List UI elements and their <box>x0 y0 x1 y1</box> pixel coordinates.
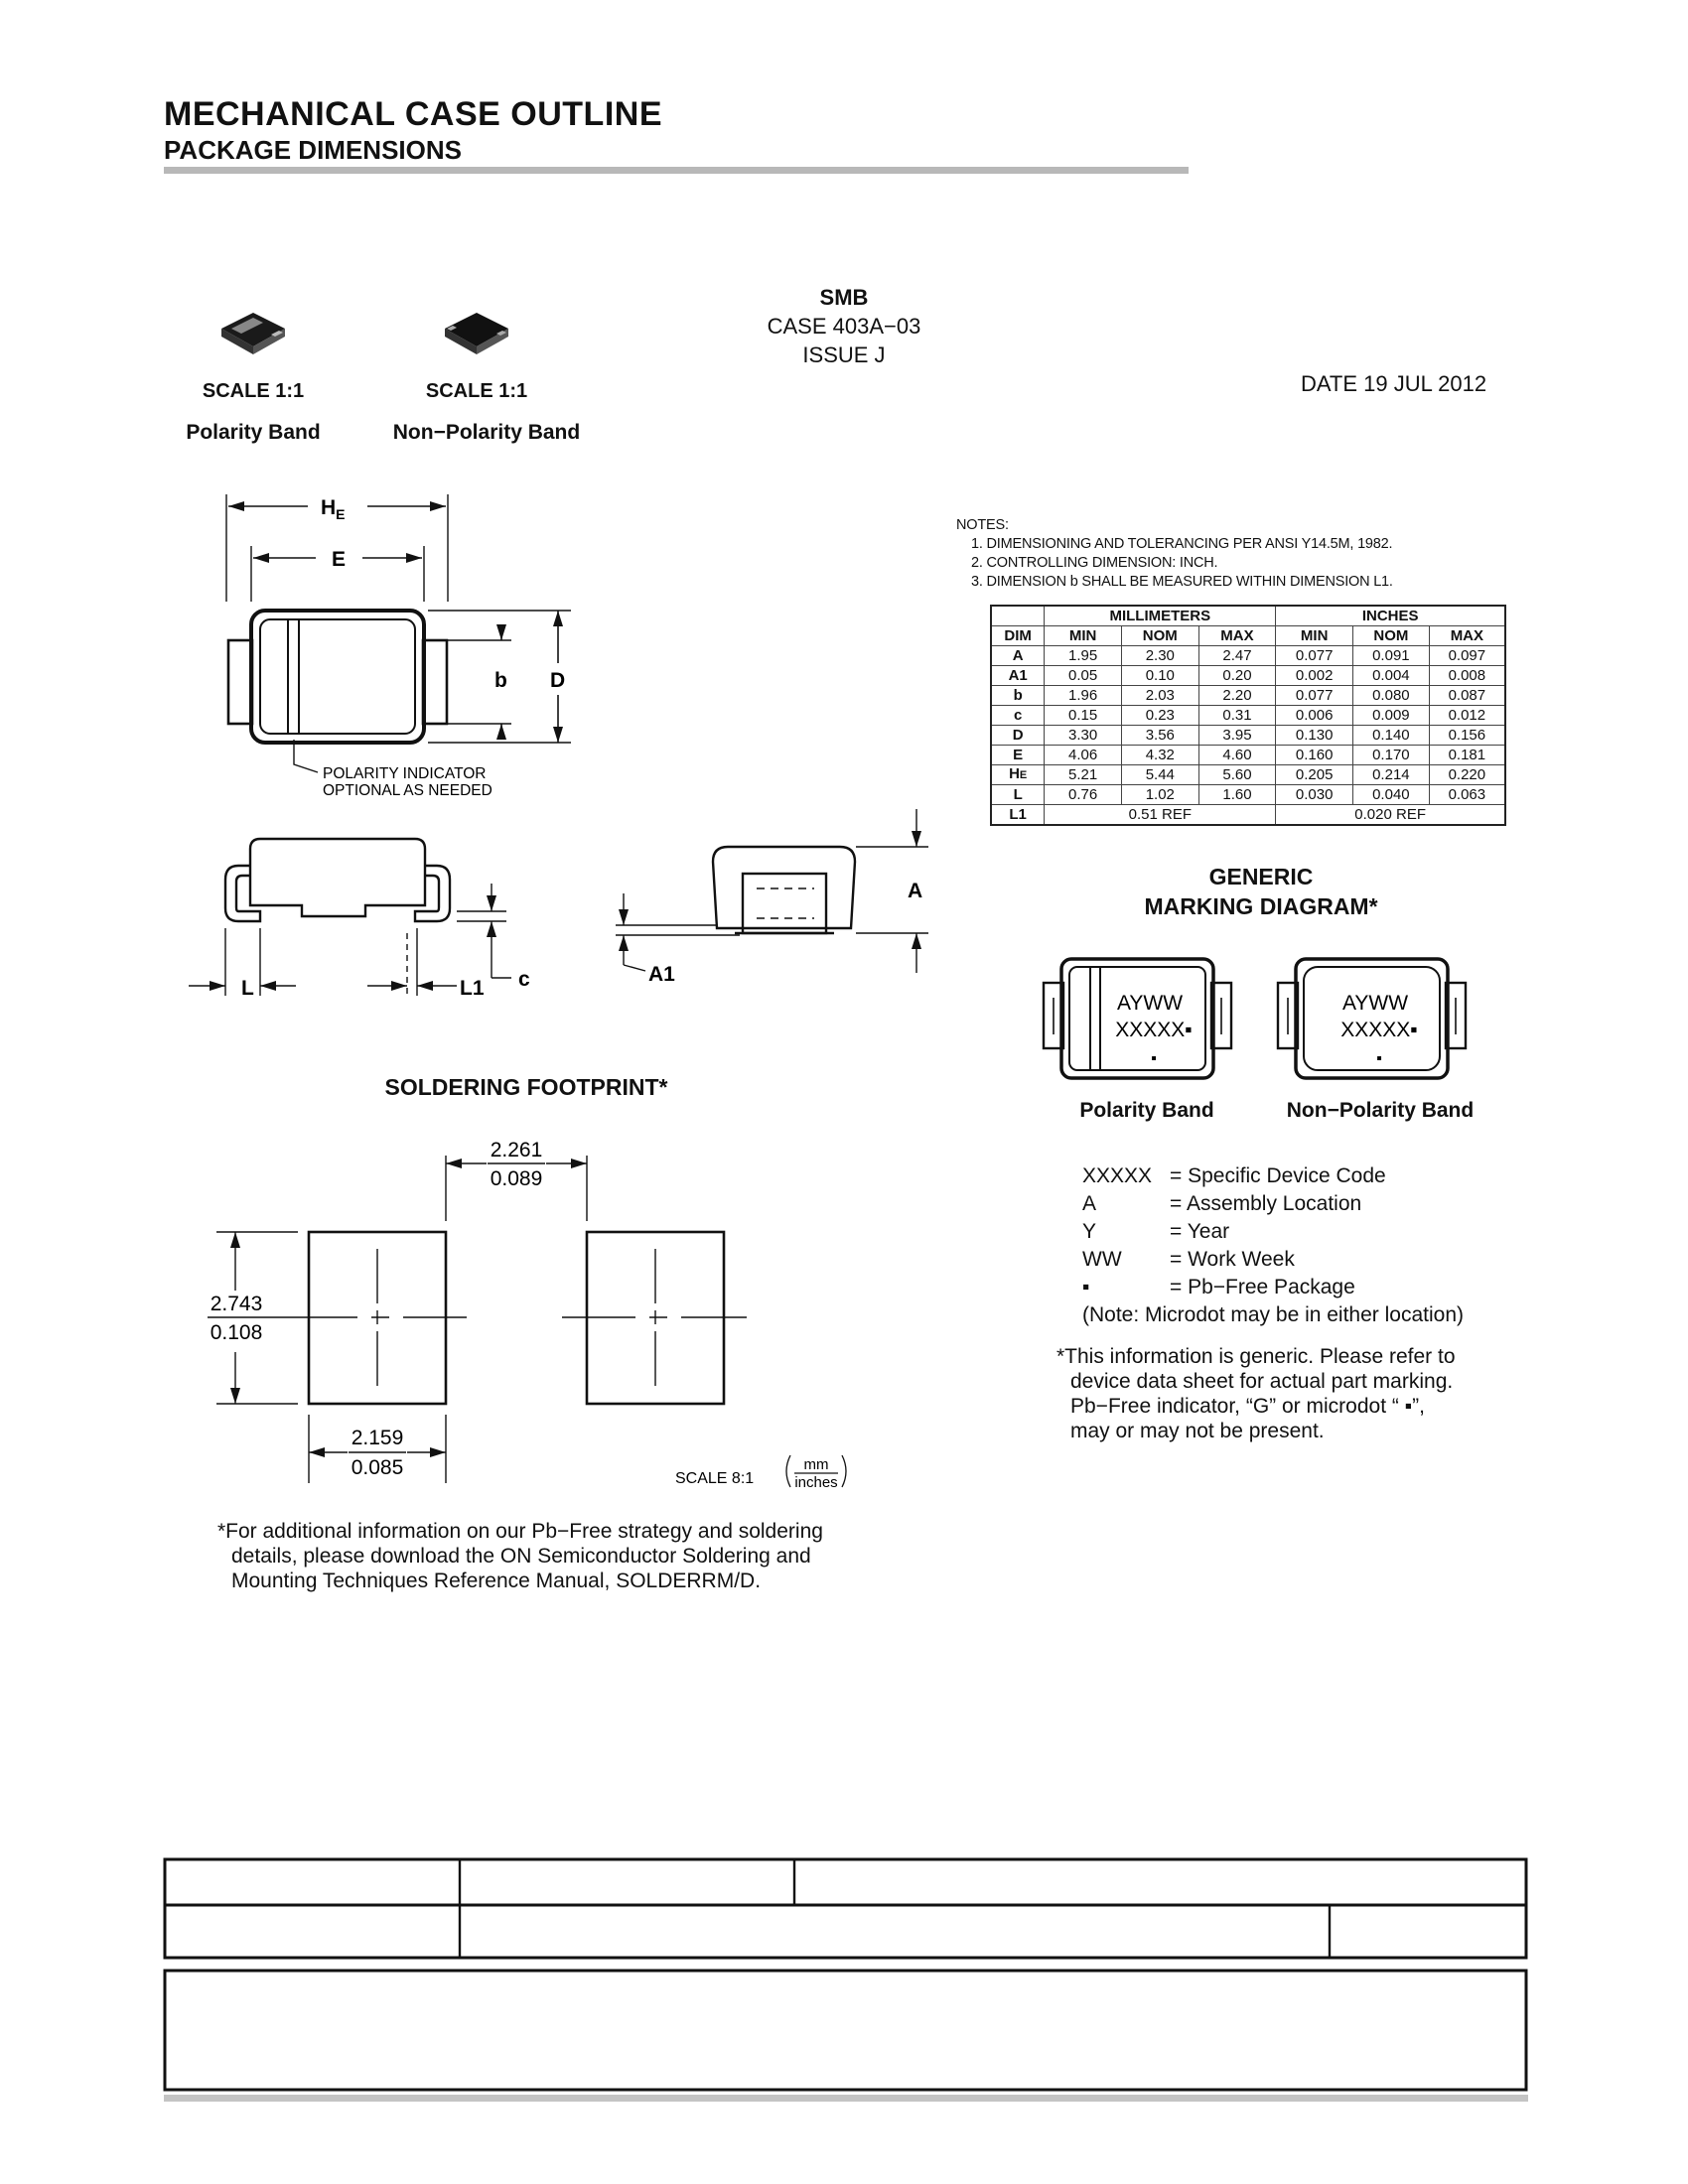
polarity-indicator-note-1: POLARITY INDICATOR <box>323 765 487 782</box>
polarity-marking-dot: ▪ <box>1151 1050 1157 1067</box>
footprint-height-in: 0.108 <box>210 1321 263 1344</box>
table-cell: 5.44 <box>1121 765 1198 785</box>
table-cell: 5.60 <box>1198 765 1276 785</box>
legend-row <box>1082 1246 1464 1274</box>
table-cell: 0.156 <box>1429 726 1505 746</box>
table-cell: 0.23 <box>1121 706 1198 726</box>
column-header: MAX <box>1429 626 1505 646</box>
table-cell: 2.30 <box>1121 646 1198 666</box>
non-polarity-package-thumbnail <box>437 303 516 358</box>
dim-b-label: b <box>494 669 507 692</box>
marking-title-line1: GENERIC <box>1208 864 1314 889</box>
marking-non-polarity-label: Non−Polarity Band <box>1286 1099 1475 1122</box>
table-row <box>991 785 1505 805</box>
column-header: DIM <box>991 626 1045 646</box>
table-row <box>991 646 1505 666</box>
table-cell: 0.008 <box>1429 666 1505 686</box>
legend-value: = Specific Device Code <box>1170 1164 1386 1187</box>
legend-value: = Pb−Free Package <box>1170 1276 1355 1298</box>
table-cell: c <box>991 706 1045 726</box>
marking-diagrams <box>1033 948 1529 1097</box>
column-header: NOM <box>1353 626 1430 646</box>
notes-heading: NOTES: <box>956 517 1009 533</box>
table-cell: 0.091 <box>1353 646 1430 666</box>
generic-marking-note <box>1056 1344 1456 1443</box>
table-cell: 0.181 <box>1429 746 1505 765</box>
marking-polarity-label: Polarity Band <box>1079 1099 1214 1122</box>
package-name: SMB <box>819 285 869 310</box>
table-column-header-row <box>991 626 1505 646</box>
table-cell: 0.31 <box>1198 706 1276 726</box>
table-cell: 0.10 <box>1121 666 1198 686</box>
table-cell: A <box>991 646 1045 666</box>
table-cell: HE <box>991 765 1045 785</box>
table-cell: 0.020 REF <box>1276 805 1505 826</box>
polarity-marking-line1: AYWW <box>1116 992 1184 1015</box>
legend-value: = Assembly Location <box>1170 1192 1362 1215</box>
column-header: MIN <box>1276 626 1353 646</box>
table-cell: 0.170 <box>1353 746 1430 765</box>
table-cell: 0.080 <box>1353 686 1430 706</box>
side-view-drawing <box>179 824 556 1003</box>
footnote-line: Mounting Techniques Reference Manual, SOLDERRM/D. <box>231 1570 762 1592</box>
legend-row <box>1082 1218 1464 1246</box>
non-polarity-scale: SCALE 1:1 <box>425 380 528 402</box>
table-cell: b <box>991 686 1045 706</box>
group-header-mm: MILLIMETERS <box>1045 606 1276 626</box>
table-cell: 0.063 <box>1429 785 1505 805</box>
footer-rule <box>164 2095 1528 2102</box>
polarity-label: Polarity Band <box>186 421 321 444</box>
table-cell: 1.60 <box>1198 785 1276 805</box>
table-cell: 0.15 <box>1045 706 1122 726</box>
table-row <box>991 746 1505 765</box>
table-cell: 5.21 <box>1045 765 1122 785</box>
generic-note-line: Pb−Free indicator, “G” or microdot “ ▪”, <box>1070 1395 1425 1418</box>
table-cell: 0.030 <box>1276 785 1353 805</box>
title-rule <box>164 167 1189 174</box>
note-item: 1. DIMENSIONING AND TOLERANCING PER ANSI Y14.5M, 1982. <box>971 536 1393 552</box>
table-cell: A1 <box>991 666 1045 686</box>
pb-free-footnote <box>217 1519 823 1593</box>
table-cell: 3.56 <box>1121 726 1198 746</box>
table-cell: 0.077 <box>1276 646 1353 666</box>
legend-row <box>1082 1190 1464 1218</box>
table-cell: 0.20 <box>1198 666 1276 686</box>
footprint-gap-mm: 2.261 <box>490 1139 543 1161</box>
footnote-line: *For additional information on our Pb−Free strategy and soldering <box>217 1520 823 1543</box>
legend-row <box>1082 1274 1464 1301</box>
polarity-scale: SCALE 1:1 <box>202 380 305 402</box>
table-cell: 1.02 <box>1121 785 1198 805</box>
table-cell: 2.03 <box>1121 686 1198 706</box>
table-group-header-row <box>991 606 1505 626</box>
footprint-scale: SCALE 8:1 <box>675 1470 755 1487</box>
table-cell: 3.30 <box>1045 726 1122 746</box>
non-polarity-marking-dot: ▪ <box>1376 1050 1382 1067</box>
footer-frame <box>159 1851 1539 2110</box>
table-cell: 2.20 <box>1198 686 1276 706</box>
legend-key: Y <box>1082 1220 1097 1243</box>
end-view-drawing <box>596 804 933 983</box>
table-row <box>991 706 1505 726</box>
table-cell: D <box>991 726 1045 746</box>
table-cell: 4.60 <box>1198 746 1276 765</box>
table-cell: 4.06 <box>1045 746 1122 765</box>
issue-label: ISSUE J <box>802 342 886 367</box>
legend-row <box>1082 1162 1464 1190</box>
polarity-marking-line2: XXXXX▪ <box>1115 1019 1193 1041</box>
note-item: 3. DIMENSION b SHALL BE MEASURED WITHIN DIMENSION L1. <box>971 574 1393 590</box>
table-cell: 0.006 <box>1276 706 1353 726</box>
generic-note-line: may or may not be present. <box>1070 1420 1325 1442</box>
table-cell: 3.95 <box>1198 726 1276 746</box>
marking-title <box>1102 862 1420 921</box>
table-cell: E <box>991 746 1045 765</box>
table-cell: 0.51 REF <box>1045 805 1276 826</box>
non-polarity-marking-line1: AYWW <box>1341 992 1409 1015</box>
table-row <box>991 666 1505 686</box>
dim-e-label: E <box>332 548 347 571</box>
table-cell: 0.160 <box>1276 746 1353 765</box>
date-label: DATE 19 JUL 2012 <box>1301 371 1487 396</box>
table-cell: 1.96 <box>1045 686 1122 706</box>
dim-a-label: A <box>908 880 923 902</box>
generic-note-line: *This information is generic. Please refer to <box>1056 1345 1456 1368</box>
footprint-width-mm: 2.159 <box>351 1427 404 1449</box>
column-header: NOM <box>1121 626 1198 646</box>
table-cell: 0.012 <box>1429 706 1505 726</box>
footprint-unit-mm: mm <box>803 1456 829 1473</box>
polarity-package-thumbnail <box>213 303 293 358</box>
marking-title-line2: MARKING DIAGRAM* <box>1144 893 1378 919</box>
table-cell: 0.140 <box>1353 726 1430 746</box>
table-row <box>991 686 1505 706</box>
table-cell: L1 <box>991 805 1045 826</box>
footprint-gap-in: 0.089 <box>490 1167 543 1190</box>
table-cell: 0.040 <box>1353 785 1430 805</box>
table-cell: 0.004 <box>1353 666 1430 686</box>
top-view-drawing <box>149 486 586 814</box>
table-cell: 4.32 <box>1121 746 1198 765</box>
note-item: 2. CONTROLLING DIMENSION: INCH. <box>971 555 1218 571</box>
legend-key: WW <box>1082 1248 1122 1271</box>
soldering-footprint-drawing <box>189 1132 864 1509</box>
footnote-line: details, please download the ON Semiconductor Soldering and <box>231 1545 811 1568</box>
table-cell: 0.130 <box>1276 726 1353 746</box>
dim-l1-label: L1 <box>460 977 485 1000</box>
marking-legend <box>1082 1162 1464 1329</box>
notes-block <box>956 516 1393 592</box>
table-row-ref <box>991 805 1505 826</box>
polarity-indicator-note-2: OPTIONAL AS NEEDED <box>323 782 492 799</box>
legend-key: A <box>1082 1192 1097 1215</box>
case-number: CASE 403A−03 <box>767 314 921 339</box>
table-row <box>991 765 1505 785</box>
group-header-in: INCHES <box>1276 606 1505 626</box>
table-cell: 0.220 <box>1429 765 1505 785</box>
table-cell: 0.76 <box>1045 785 1122 805</box>
legend-key: ▪ <box>1082 1276 1090 1298</box>
generic-note-line: device data sheet for actual part marking. <box>1070 1370 1454 1393</box>
page-title: MECHANICAL CASE OUTLINE <box>164 95 662 133</box>
column-header: MAX <box>1198 626 1276 646</box>
table-cell: 0.002 <box>1276 666 1353 686</box>
footprint-unit-in: inches <box>794 1474 838 1491</box>
table-cell: 0.009 <box>1353 706 1430 726</box>
table-cell: 0.05 <box>1045 666 1122 686</box>
table-cell: 2.47 <box>1198 646 1276 666</box>
non-polarity-label: Non−Polarity Band <box>392 421 581 444</box>
table-cell: 1.95 <box>1045 646 1122 666</box>
table-cell: L <box>991 785 1045 805</box>
table-cell: 0.097 <box>1429 646 1505 666</box>
dim-he-label: $H_E$ <box>321 496 346 522</box>
table-row <box>991 726 1505 746</box>
dim-a1-label: A1 <box>648 963 675 983</box>
legend-value: = Work Week <box>1170 1248 1295 1271</box>
non-polarity-marking-line2: XXXXX▪ <box>1340 1019 1418 1041</box>
table-cell: 0.205 <box>1276 765 1353 785</box>
legend-key: XXXXX <box>1082 1164 1153 1187</box>
column-header: MIN <box>1045 626 1122 646</box>
legend-value: = Year <box>1170 1220 1230 1243</box>
footprint-height-mm: 2.743 <box>210 1293 263 1315</box>
table-cell: 0.214 <box>1353 765 1430 785</box>
table-cell: 0.087 <box>1429 686 1505 706</box>
dim-d-label: D <box>550 669 566 692</box>
footprint-title: SOLDERING FOOTPRINT* <box>384 1074 668 1100</box>
legend-note: (Note: Microdot may be in either location) <box>1082 1303 1464 1326</box>
dim-c-label: c <box>518 968 530 991</box>
page-subtitle: PACKAGE DIMENSIONS <box>164 135 462 165</box>
dim-l-label: L <box>241 977 254 1000</box>
table-cell: 0.077 <box>1276 686 1353 706</box>
footprint-width-in: 0.085 <box>351 1456 404 1479</box>
dimension-table <box>990 605 1506 826</box>
